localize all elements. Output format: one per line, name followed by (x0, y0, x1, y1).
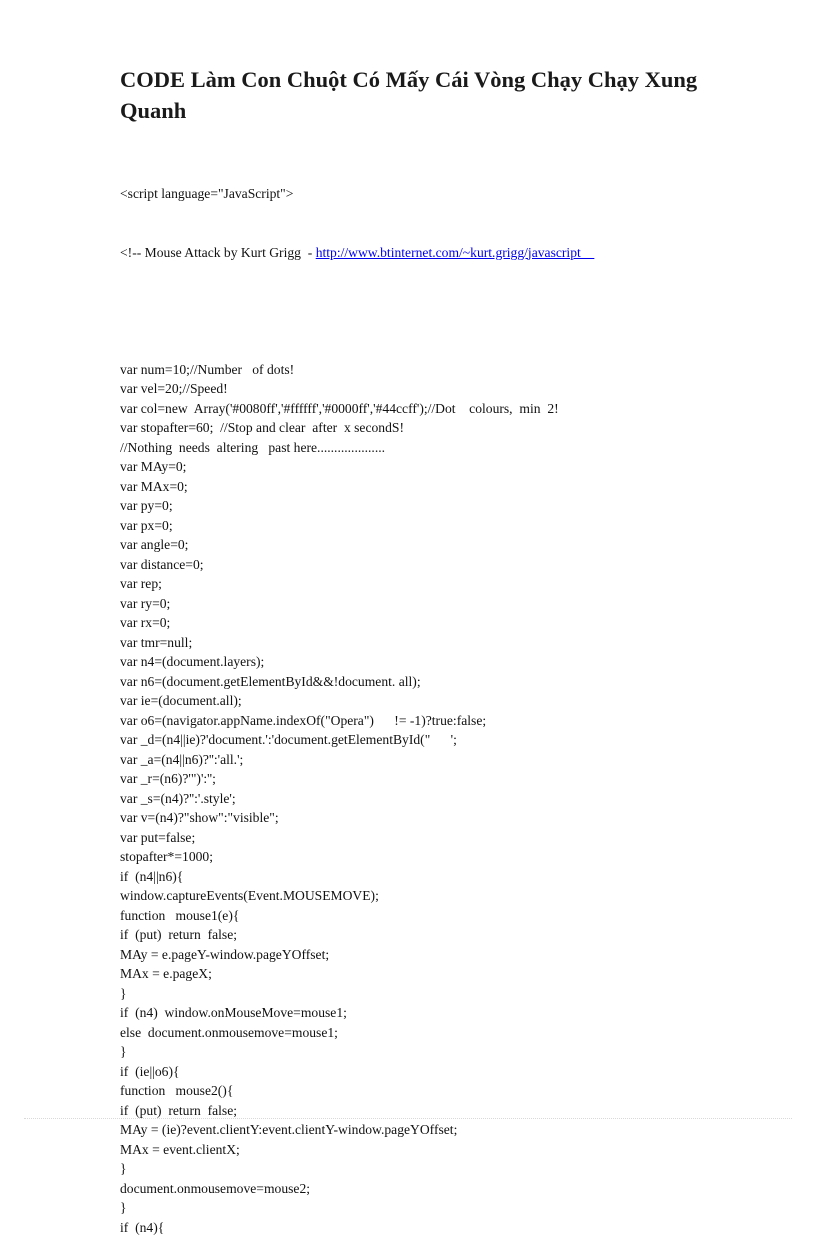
code-line: } (120, 1159, 780, 1179)
code-line: MAx = event.clientX; (120, 1140, 780, 1160)
code-listing (120, 145, 780, 1237)
code-line: var _s=(n4)?'':'.style'; (120, 789, 780, 809)
code-line: var MAx=0; (120, 477, 780, 497)
code-line: if (n4){ (120, 1218, 780, 1237)
code-line: if (put) return false; (120, 925, 780, 945)
code-line: MAy = e.pageY-window.pageYOffset; (120, 945, 780, 965)
code-line: var rep; (120, 574, 780, 594)
code-line: var n6=(document.getElementById&&!document. all); (120, 672, 780, 692)
code-line: document.onmousemove=mouse2; (120, 1179, 780, 1199)
code-line: if (ie||o6){ (120, 1062, 780, 1082)
code-line: } (120, 1198, 780, 1218)
code-line: var py=0; (120, 496, 780, 516)
code-line: var rx=0; (120, 613, 780, 633)
code-line: if (n4) window.onMouseMove=mouse1; (120, 1003, 780, 1023)
code-line: } (120, 984, 780, 1004)
code-line: MAx = e.pageX; (120, 964, 780, 984)
code-line: var num=10;//Number of dots! (120, 360, 780, 380)
document-title: CODE Làm Con Chuột Có Mấy Cái Vòng Chạy Chạy Xung Quanh (120, 64, 760, 126)
code-line: if (n4||n6){ (120, 867, 780, 887)
code-line-comment (120, 243, 780, 263)
code-line: var _d=(n4||ie)?'document.':'document.getElementById(" '; (120, 730, 780, 750)
code-line: else document.onmousemove=mouse1; (120, 1023, 780, 1043)
page-divider (24, 1118, 792, 1119)
code-line: var stopafter=60; //Stop and clear after x secondS! (120, 418, 780, 438)
code-line: var o6=(navigator.appName.indexOf("Opera") != -1)?true:false; (120, 711, 780, 731)
code-line: var col=new Array('#0080ff','#ffffff','#0000ff','#44ccff');//Dot colours, min 2! (120, 399, 780, 419)
code-line: function mouse1(e){ (120, 906, 780, 926)
code-line: var v=(n4)?"show":"visible"; (120, 808, 780, 828)
code-line: //Nothing needs altering past here.................... (120, 438, 780, 458)
code-line: var MAy=0; (120, 457, 780, 477)
code-line: stopafter*=1000; (120, 847, 780, 867)
code-line: var put=false; (120, 828, 780, 848)
code-line: var ry=0; (120, 594, 780, 614)
code-line: var _r=(n6)?'")':''; (120, 769, 780, 789)
code-line: var ie=(document.all); (120, 691, 780, 711)
code-line: var distance=0; (120, 555, 780, 575)
code-line: function mouse2(){ (120, 1081, 780, 1101)
code-line: var px=0; (120, 516, 780, 536)
code-line: var vel=20;//Speed! (120, 379, 780, 399)
blank-line (120, 301, 780, 321)
code-line: MAy = (ie)?event.clientY:event.clientY-window.pageYOffset; (120, 1120, 780, 1140)
code-line: var angle=0; (120, 535, 780, 555)
code-line: var tmr=null; (120, 633, 780, 653)
code-line: var _a=(n4||n6)?'':'all.'; (120, 750, 780, 770)
author-link[interactable]: http://www.btinternet.com/~kurt.grigg/javascript (316, 245, 595, 260)
code-line: if (put) return false; (120, 1101, 780, 1121)
code-line-script-tag: <script language="JavaScript"> (120, 184, 780, 204)
comment-text: <!-- Mouse Attack by Kurt Grigg - (120, 245, 316, 260)
code-line: } (120, 1042, 780, 1062)
code-line: var n4=(document.layers); (120, 652, 780, 672)
code-line: window.captureEvents(Event.MOUSEMOVE); (120, 886, 780, 906)
